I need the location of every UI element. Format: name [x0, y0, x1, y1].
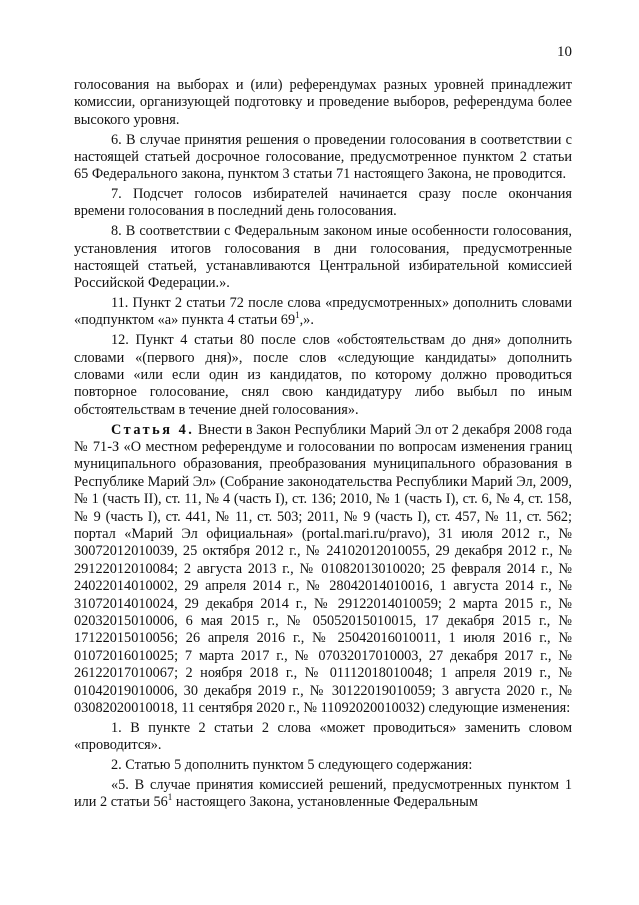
- paragraph-item-6: 6. В случае принятия решения о проведении голосования в соответствии с настоящей статьей досрочное голосование, предусмотренное пунктом 2 статьи 65 Федерального закона, пунктом 3 статьи 71 настоящего Закона, не проводится.: [74, 131, 572, 183]
- superscript: 1: [295, 310, 300, 321]
- paragraph-text: «5. В случае принятия комиссией решений, предусмотренных пунктом 1 или 2 статьи 56: [74, 776, 572, 810]
- paragraph-text: Внести в Закон Республики Марий Эл от 2 декабря 2008 года № 71-З «О местном референдуме и голосовании по вопросам изменения границ муниципального образования, преобразования муниципального образования в Республике Марий Эл» (Собрание законодательства Республики Марий Эл, 2009, № 1 (часть II), ст. 11, № 4 (часть I), ст. 136; 2010, № 1 (часть I), ст. 6, № 4, ст. 158, № 9 (часть I), ст. 441, № 11, ст. 503; 2011, № 9 (часть I), ст. 457, № 11, ст. 562; портал «Марий Эл официальная» (portal.mari.ru/pravo), 31 июля 2012 г., № 30072012010039, 25 октября 2012 г., № 24102012010055, 29 декабря 2012 г., № 29122012010084; 2 августа 2013 г., № 01082013010020; 25 февраля 2014 г., № 24022014010002, 29 апреля 2014 г., № 28042014010016, 1 августа 2014 г., № 31072014010024, 29 декабря 2014 г., № 29122014010059; 2 марта 2015 г., № 02032015010006, 6 мая 2015 г., № 05052015010015, 17 декабря 2015 г., № 17122015010056; 26 апреля 2016 г., № 25042016010011, 1 июля 2016 г., № 01072016010025; 7 марта 2017 г., № 07032017010003, 27 декабря 2017 г., № 26122017010067; 2 ноября 2018 г., № 01112018010048; 1 апреля 2019 г., № 01042019010006, 30 декабря 2019 г., № 30122019010059; 3 августа 2020 г., № 03082020010018, 11 сентября 2020 г., № 11092020010032) следующие изменения:: [74, 421, 572, 716]
- paragraph-item-8: 8. В соответствии с Федеральным законом иные особенности голосования, установления итогов голосования в дни голосования, предусмотренные настоящей статьей, устанавливаются Центральной избирательной комиссией Российской Федерации.».: [74, 223, 572, 292]
- article-heading: Статья 4.: [111, 421, 195, 438]
- paragraph-change-1: 1. В пункте 2 статьи 2 слова «может проводиться» заменить словом «проводится».: [74, 719, 572, 754]
- document-body: [74, 77, 572, 814]
- superscript: 1: [167, 792, 173, 803]
- paragraph-quoted-5: [74, 777, 572, 812]
- paragraph-text: ,».: [299, 312, 314, 329]
- paragraph-continuation: голосования на выборах и (или) референдумах разных уровней принадлежит комиссии, организующей подготовку и проведение выборов, референдума более высокого уровня.: [74, 77, 572, 128]
- paragraph-text: настоящего Закона, установленные Федеральным: [172, 793, 478, 810]
- paragraph-article-4: [74, 422, 572, 718]
- paragraph-item-12: 12. Пункт 4 статьи 80 после слов «обстоятельствам до дня» дополнить словами «(первого дня)», после слов «следующие кандидаты» дополнить словами «или если один из кандидатов, по которому должно проводиться повторное голосование, снял свою кандидатуру либо выбыл по иным обстоятельствам в течение дней голосования».: [74, 332, 572, 418]
- paragraph-change-2: 2. Статью 5 дополнить пунктом 5 следующего содержания:: [111, 756, 473, 773]
- paragraph-item-11: [74, 295, 572, 330]
- paragraph-text: 11. Пункт 2 статьи 72 после слова «предусмотренных» дополнить словами «подпунктом «а» пункта 4 статьи 69: [74, 295, 572, 329]
- page-number: 10: [557, 44, 572, 60]
- paragraph-item-7: 7. Подсчет голосов избирателей начинается сразу после окончания времени голосования в последний день голосования.: [74, 186, 572, 220]
